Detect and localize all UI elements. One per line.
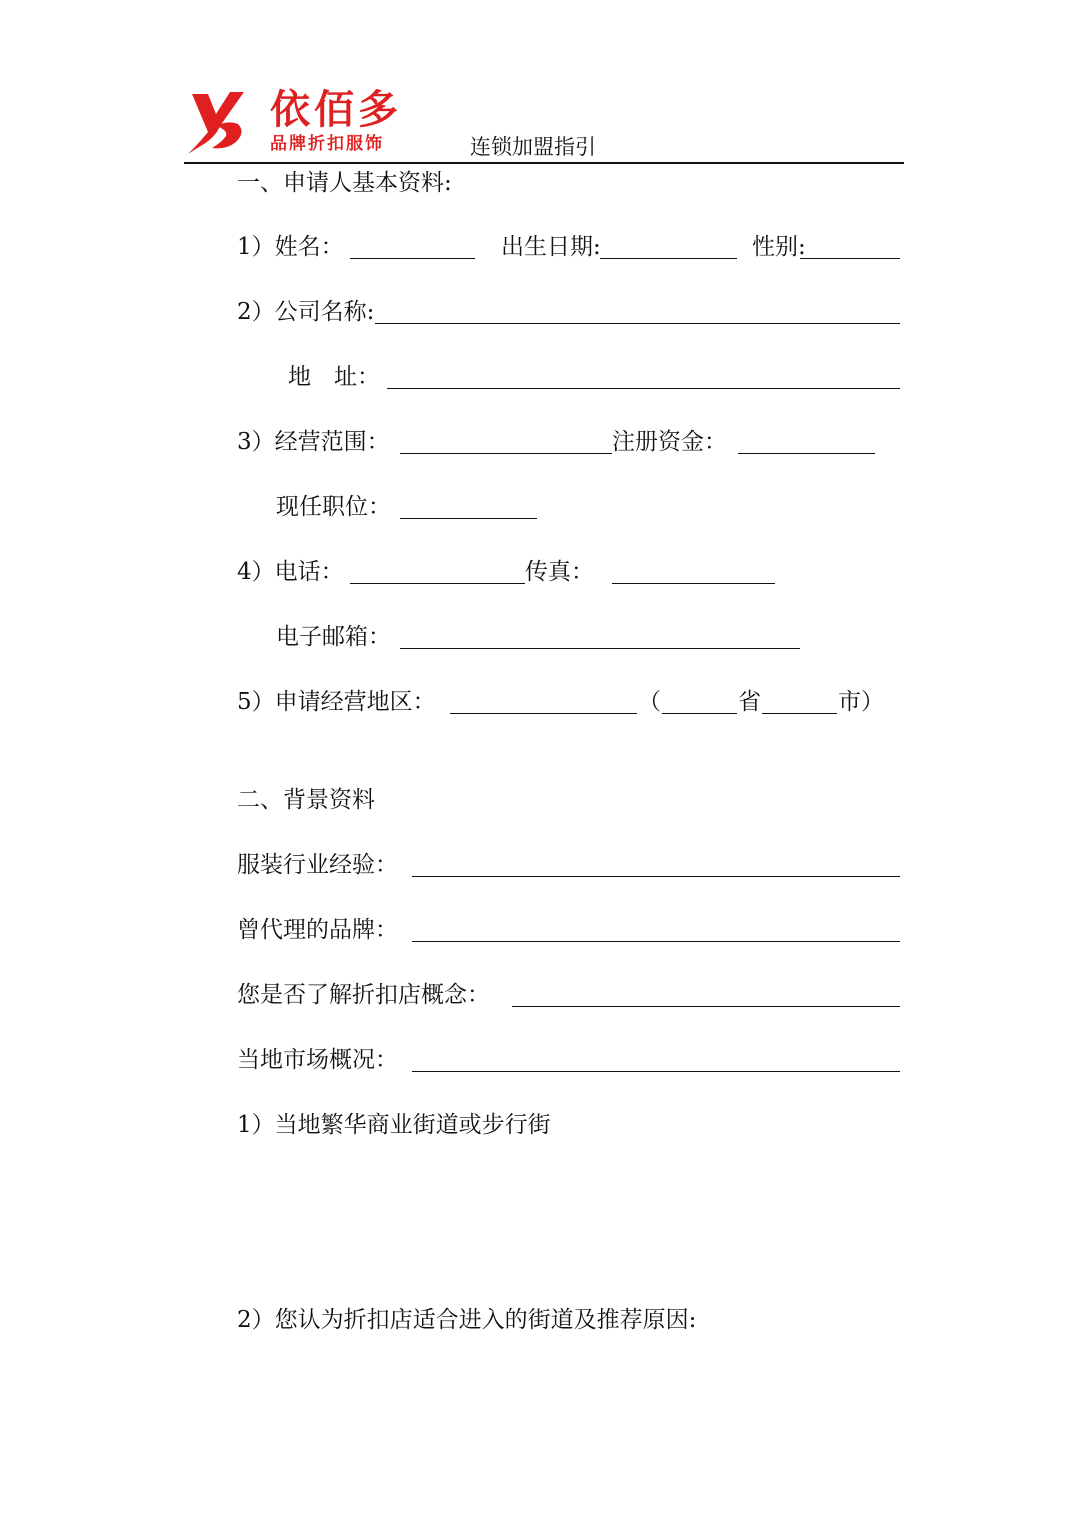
fax-field[interactable] <box>612 583 775 584</box>
brand-tagline: 品牌折扣服饰 <box>270 134 384 154</box>
city-label: 市） <box>838 689 884 715</box>
discount-concept-label: 您是否了解折扣店概念： <box>237 982 490 1008</box>
phone-field[interactable] <box>350 583 525 584</box>
experience-label: 服装行业经验： <box>237 852 398 878</box>
brand-name: 依佰多 <box>270 87 402 133</box>
city-field[interactable] <box>762 713 837 714</box>
position-label: 现任职位： <box>276 494 391 520</box>
fax-label: 传真： <box>525 559 594 585</box>
header-divider <box>184 162 904 164</box>
birth-date-field[interactable] <box>600 258 737 259</box>
section-title: 一、申请人基本资料: <box>237 170 452 196</box>
birth-date-label: 出生日期: <box>501 234 601 260</box>
province-label: 省 <box>738 689 761 715</box>
registered-capital-field[interactable] <box>738 453 875 454</box>
section-title: 二、背景资料 <box>237 787 375 813</box>
document-title: 连锁加盟指引 <box>470 135 596 159</box>
registered-capital-label: 注册资金： <box>612 429 727 455</box>
position-field[interactable] <box>400 518 537 519</box>
paren-open: （ <box>638 689 661 715</box>
email-field[interactable] <box>400 648 800 649</box>
region-field[interactable] <box>450 713 637 714</box>
company-name-label: 2）公司名称: <box>237 299 375 325</box>
experience-field[interactable] <box>412 876 900 877</box>
company-name-field[interactable] <box>375 323 900 324</box>
local-market-field[interactable] <box>412 1071 900 1072</box>
name-field[interactable] <box>350 258 475 259</box>
gender-label: 性别: <box>752 234 806 260</box>
gender-field[interactable] <box>800 258 900 259</box>
busy-street-label: 1）当地繁华商业街道或步行街 <box>237 1112 551 1138</box>
local-market-label: 当地市场概况： <box>237 1047 398 1073</box>
region-label: 5）申请经营地区： <box>237 689 436 715</box>
address-label: 地 址： <box>288 364 380 390</box>
business-scope-label: 3）经营范围： <box>237 429 390 455</box>
brands-label: 曾代理的品牌： <box>237 917 398 943</box>
brand-logo-icon <box>186 88 248 158</box>
business-scope-field[interactable] <box>400 453 612 454</box>
phone-label: 4）电话： <box>237 559 344 585</box>
brands-field[interactable] <box>412 941 900 942</box>
email-label: 电子邮箱： <box>276 624 391 650</box>
address-field[interactable] <box>387 388 900 389</box>
recommend-street-label: 2）您认为折扣店适合进入的街道及推荐原因: <box>237 1307 697 1333</box>
province-field[interactable] <box>662 713 737 714</box>
discount-concept-field[interactable] <box>512 1006 900 1007</box>
name-label: 1）姓名： <box>237 234 344 260</box>
